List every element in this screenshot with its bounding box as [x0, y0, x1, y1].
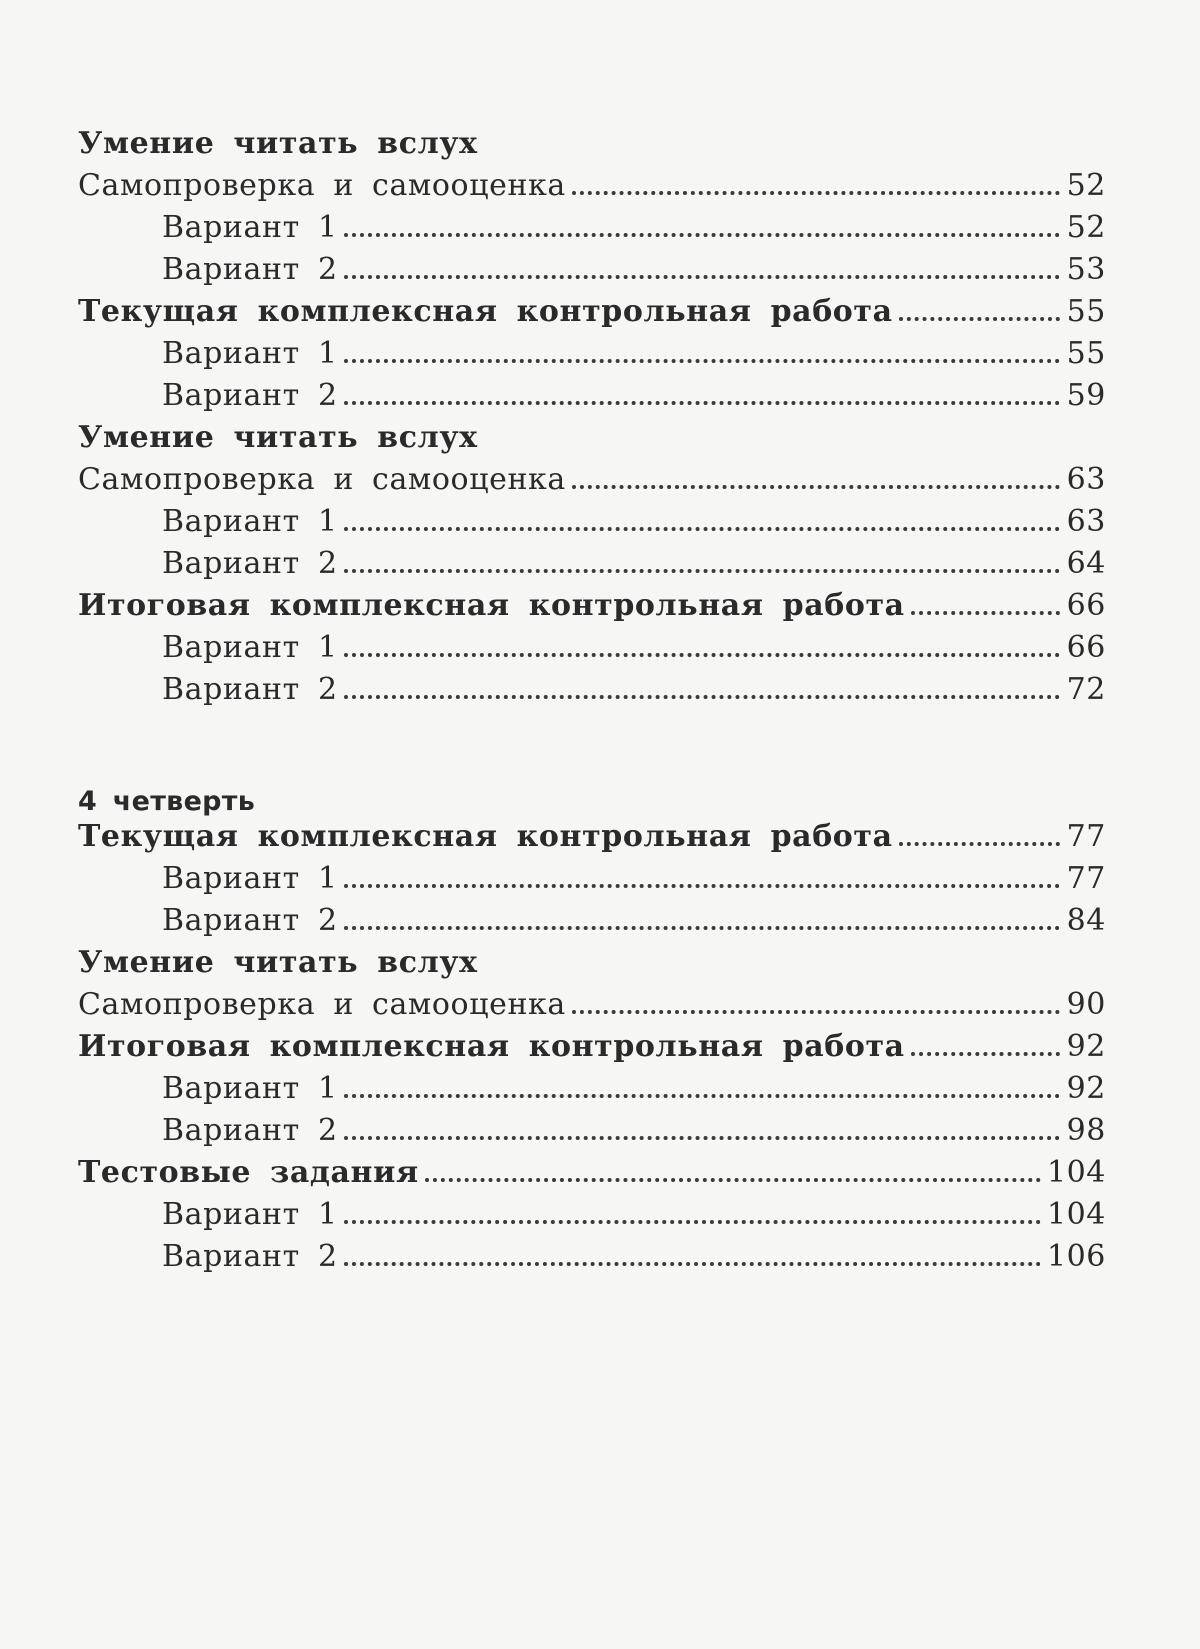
toc-entry-title: Итоговая комплексная контрольная работа: [78, 588, 905, 623]
toc-entry: [78, 159, 1106, 201]
toc-variant-entry: [78, 894, 1106, 936]
dot-leader: [344, 233, 1060, 237]
toc-variant-entry: [78, 201, 1106, 243]
dot-leader: [344, 884, 1060, 888]
toc-entry-title: Вариант 2: [162, 1113, 338, 1148]
toc-variant-entry: [78, 243, 1106, 285]
dot-leader: [572, 485, 1060, 489]
toc-page-number: 106: [1046, 1239, 1106, 1274]
toc-variant-entry: [78, 1062, 1106, 1104]
toc-entry-title: Текущая комплексная контрольная работа: [78, 819, 893, 854]
toc-entry-title: Умение читать вслух: [78, 420, 478, 455]
dot-leader: [344, 695, 1060, 699]
dot-leader: [911, 611, 1060, 615]
toc-page-number: 92: [1066, 1029, 1106, 1064]
toc-entry: [78, 978, 1106, 1020]
toc-entry-title: Вариант 1: [162, 861, 338, 896]
table-of-contents-part-1: [78, 117, 1106, 705]
dot-leader: [344, 1220, 1041, 1224]
toc-variant-entry: [78, 327, 1106, 369]
toc-page-number: 66: [1066, 630, 1106, 665]
toc-variant-entry: [78, 663, 1106, 705]
toc-section-heading: [78, 936, 1106, 978]
toc-variant-entry: [78, 369, 1106, 411]
toc-page-number: 55: [1066, 336, 1106, 371]
toc-entry-title: Текущая комплексная контрольная работа: [78, 294, 893, 329]
toc-page-number: 72: [1066, 672, 1106, 707]
toc-section-heading: [78, 579, 1106, 621]
toc-variant-entry: [78, 852, 1106, 894]
toc-page-number: 104: [1046, 1197, 1106, 1232]
toc-section-heading: [78, 411, 1106, 453]
toc-page-number: 63: [1066, 462, 1106, 497]
table-of-contents-part-2: [78, 810, 1106, 1272]
toc-page-number: 104: [1046, 1155, 1106, 1190]
dot-leader: [344, 653, 1060, 657]
toc-entry-title: Вариант 2: [162, 672, 338, 707]
dot-leader: [344, 527, 1060, 531]
toc-entry-title: Вариант 2: [162, 378, 338, 413]
toc-entry-title: Вариант 1: [162, 210, 338, 245]
toc-page-number: 90: [1066, 987, 1106, 1022]
dot-leader: [344, 1262, 1041, 1266]
toc-entry-title: Вариант 2: [162, 252, 338, 287]
dot-leader: [425, 1178, 1041, 1182]
dot-leader: [899, 842, 1060, 846]
toc-page-number: 92: [1066, 1071, 1106, 1106]
toc-entry-title: Вариант 2: [162, 546, 338, 581]
toc-page-number: 77: [1066, 861, 1106, 896]
toc-entry-title: Умение читать вслух: [78, 945, 478, 980]
toc-page-number: 53: [1066, 252, 1106, 287]
toc-page-number: 52: [1066, 210, 1106, 245]
dot-leader: [344, 401, 1060, 405]
toc-entry-title: Вариант 2: [162, 1239, 338, 1274]
dot-leader: [899, 317, 1060, 321]
dot-leader: [572, 1010, 1060, 1014]
toc-variant-entry: [78, 1188, 1106, 1230]
toc-entry-title: Вариант 1: [162, 504, 338, 539]
toc-entry-title: Вариант 1: [162, 336, 338, 371]
toc-variant-entry: [78, 495, 1106, 537]
toc-variant-entry: [78, 1104, 1106, 1146]
dot-leader: [344, 1094, 1060, 1098]
toc-entry-title: Вариант 1: [162, 1197, 338, 1232]
toc-section-heading: [78, 117, 1106, 159]
toc-page-number: 66: [1066, 588, 1106, 623]
quarter-heading: 4 четверть: [78, 786, 256, 817]
dot-leader: [344, 926, 1060, 930]
toc-section-heading: [78, 810, 1106, 852]
toc-entry-title: Самопроверка и самооценка: [78, 987, 566, 1022]
toc-entry-title: Вариант 1: [162, 1071, 338, 1106]
dot-leader: [572, 191, 1060, 195]
toc-page-number: 63: [1066, 504, 1106, 539]
toc-page-number: 84: [1066, 903, 1106, 938]
toc-page-number: 64: [1066, 546, 1106, 581]
toc-entry-title: Вариант 1: [162, 630, 338, 665]
toc-page-number: 59: [1066, 378, 1106, 413]
dot-leader: [911, 1052, 1060, 1056]
toc-variant-entry: [78, 537, 1106, 579]
toc-section-heading: [78, 1146, 1106, 1188]
toc-section-heading: [78, 285, 1106, 327]
toc-entry-title: Вариант 2: [162, 903, 338, 938]
toc-page-number: 77: [1066, 819, 1106, 854]
toc-page-number: 52: [1066, 168, 1106, 203]
toc-entry-title: Умение читать вслух: [78, 126, 478, 161]
toc-entry-title: Тестовые задания: [78, 1155, 419, 1190]
toc-entry-title: Самопроверка и самооценка: [78, 168, 566, 203]
toc-variant-entry: [78, 621, 1106, 663]
dot-leader: [344, 1136, 1060, 1140]
dot-leader: [344, 359, 1060, 363]
toc-section-heading: [78, 1020, 1106, 1062]
toc-entry-title: Самопроверка и самооценка: [78, 462, 566, 497]
dot-leader: [344, 275, 1060, 279]
toc-entry-title: Итоговая комплексная контрольная работа: [78, 1029, 905, 1064]
toc-variant-entry: [78, 1230, 1106, 1272]
dot-leader: [344, 569, 1060, 573]
toc-entry: [78, 453, 1106, 495]
toc-page-number: 98: [1066, 1113, 1106, 1148]
toc-page-number: 55: [1066, 294, 1106, 329]
